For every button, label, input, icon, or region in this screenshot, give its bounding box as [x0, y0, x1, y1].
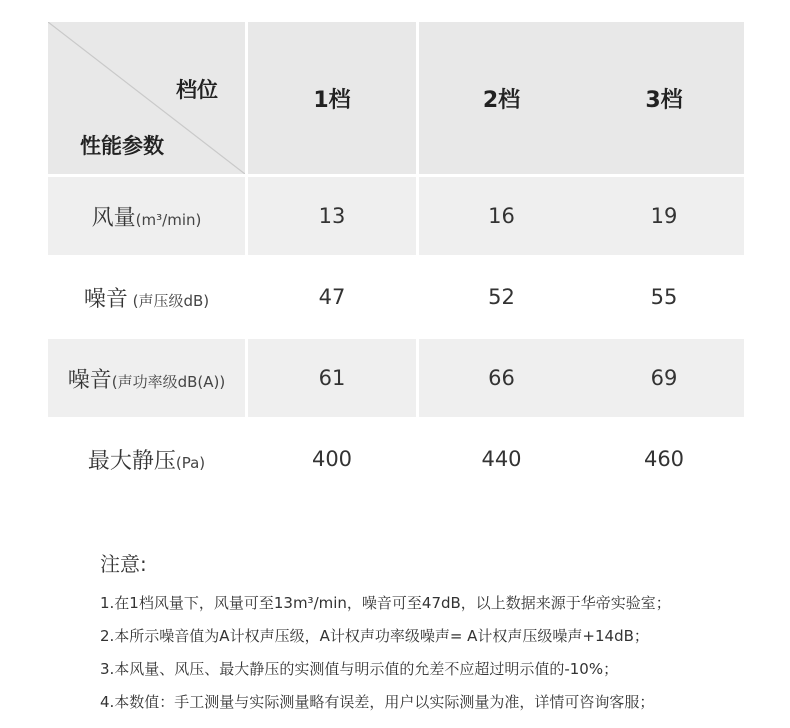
gear-3-label: 3档 — [645, 87, 683, 113]
row-label: 噪音(声功率级dB(A)) — [67, 367, 226, 393]
value-cell: 55 — [584, 258, 744, 336]
value-cell: 460 — [584, 420, 744, 498]
row-unit: (声功率级dB(A)) — [111, 372, 226, 391]
table-row — [48, 258, 744, 336]
value-cell: 400 — [248, 420, 416, 498]
row-label-cell — [48, 258, 245, 336]
row-label: 最大静压(Pa) — [87, 448, 206, 474]
table-header-row — [48, 22, 744, 174]
row-unit: (声压级dB) — [127, 291, 210, 310]
row-label-cell — [48, 339, 245, 417]
table-row — [48, 177, 744, 255]
gear-2-label: 2档 — [482, 87, 521, 113]
gear-1-label: 1档 — [313, 87, 351, 113]
gear-3-header — [584, 22, 744, 174]
spec-table — [48, 22, 744, 498]
row-unit: (m³/min) — [135, 210, 202, 229]
value-cell: 61 — [248, 339, 416, 417]
corner-gear-label: 档位 — [176, 78, 218, 102]
notes-section — [100, 548, 671, 721]
value-cell: 16 — [419, 177, 584, 255]
value-cell: 13 — [248, 177, 416, 255]
note-item: 1.在1档风量下，风量可至13m³/min，噪音可至47dB，以上数据来源于华帝实验室； — [100, 594, 671, 612]
value-cell: 47 — [248, 258, 416, 336]
table-row — [48, 420, 744, 498]
row-label: 噪音 (声压级dB) — [83, 286, 210, 312]
note-item: 2.本所示噪音值为A计权声压级，A计权声功率级噪声= A计权声压级噪声+14dB； — [100, 627, 649, 645]
note-item: 4.本数值：手工测量与实际测量略有误差，用户以实际测量为准，详情可咨询客服； — [100, 693, 655, 711]
value-cell: 66 — [419, 339, 584, 417]
value-cell: 19 — [584, 177, 744, 255]
notes-title: 注意: — [100, 552, 147, 576]
corner-performance-label: 性能参数 — [80, 134, 164, 158]
value-cell: 52 — [419, 258, 584, 336]
row-label-cell — [48, 420, 245, 498]
row-label-cell — [48, 177, 245, 255]
corner-header-cell — [48, 22, 245, 174]
table-row — [48, 339, 744, 417]
gear-2-header — [419, 22, 584, 174]
row-unit: (Pa) — [175, 453, 206, 472]
value-cell: 69 — [584, 339, 744, 417]
value-cell: 440 — [419, 420, 584, 498]
gear-1-header — [248, 22, 416, 174]
row-label: 风量(m³/min) — [91, 205, 202, 231]
note-item: 3.本风量、风压、最大静压的实测值与明示值的允差不应超过明示值的-10%； — [100, 660, 619, 678]
